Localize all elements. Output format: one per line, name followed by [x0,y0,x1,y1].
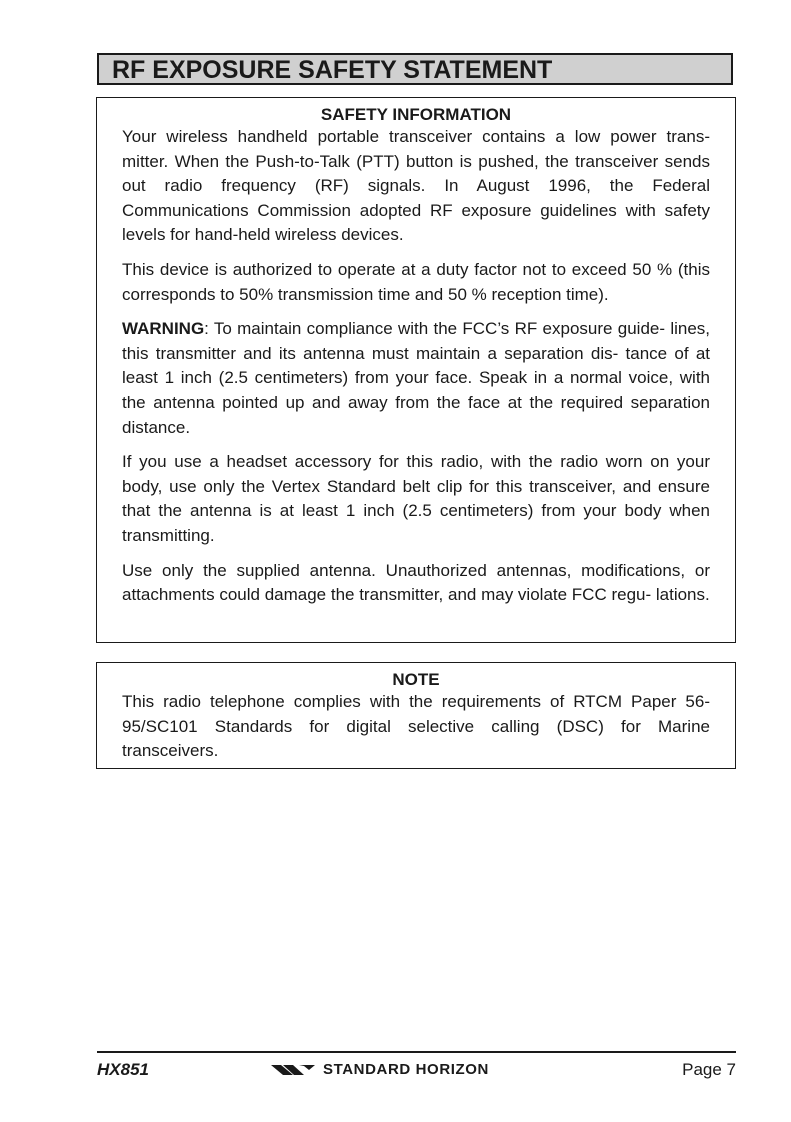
page-footer [97,1058,736,1084]
brand-name: STANDARD HORIZON [323,1061,489,1078]
page-title: RF EXPOSURE SAFETY STATEMENT [97,53,733,85]
safety-paragraph-headset: If you use a headset accessory for this radio, with the radio worn on your body, use only the Vertex Standard belt clip for this transceiver, and ensure that the antenna is at least 1 inch (2.5 centimeters) from your body when transmitting. [122,452,710,545]
note-heading: NOTE [392,670,440,689]
footer-model: HX851 [97,1060,149,1079]
safety-paragraph-duty-factor: This device is authorized to operate at a duty factor not to exceed 50 % (this corresponds to 50% transmission time and 50 % reception time). [122,259,710,304]
safety-paragraph-warning [122,317,710,440]
footer-divider [97,1051,736,1053]
safety-information-heading: SAFETY INFORMATION [320,105,512,124]
warning-label: WARNING [122,319,205,339]
page-number: Page 7 [682,1060,736,1079]
standard-horizon-logo-icon [271,1063,315,1077]
note-text: This radio telephone complies with the requirements of RTCM Paper 56-95/SC101 Standards for digital selective calling (DSC) for Marine transceivers. [122,692,710,761]
footer-brand [271,1058,489,1082]
warning-text: : To maintain compliance with the FCC’s RF exposure guide- lines, this transmitter and its antenna must maintain a separation dis- tance of at least 1 inch (2.5 centimeters) from your face. Speak in a normal voice, with the antenna pointed up and away from the face at the required separation distance. [122,319,710,437]
safety-information-box [96,97,736,643]
safety-paragraph-intro: Your wireless handheld portable transceiver contains a low power trans- mitter. When the Push-to-Talk (PTT) button is pushed, the transceiver sends out radio frequency (RF) signals. In August 1996, the Federal Communications Commission adopted RF exposure guidelines with safety levels for hand-held wireless devices. [122,127,710,245]
note-box [96,662,736,769]
safety-paragraph-antenna: Use only the supplied antenna. Unauthorized antennas, modifications, or attachments could damage the transmitter, and may violate FCC regu- lations. [122,560,710,605]
